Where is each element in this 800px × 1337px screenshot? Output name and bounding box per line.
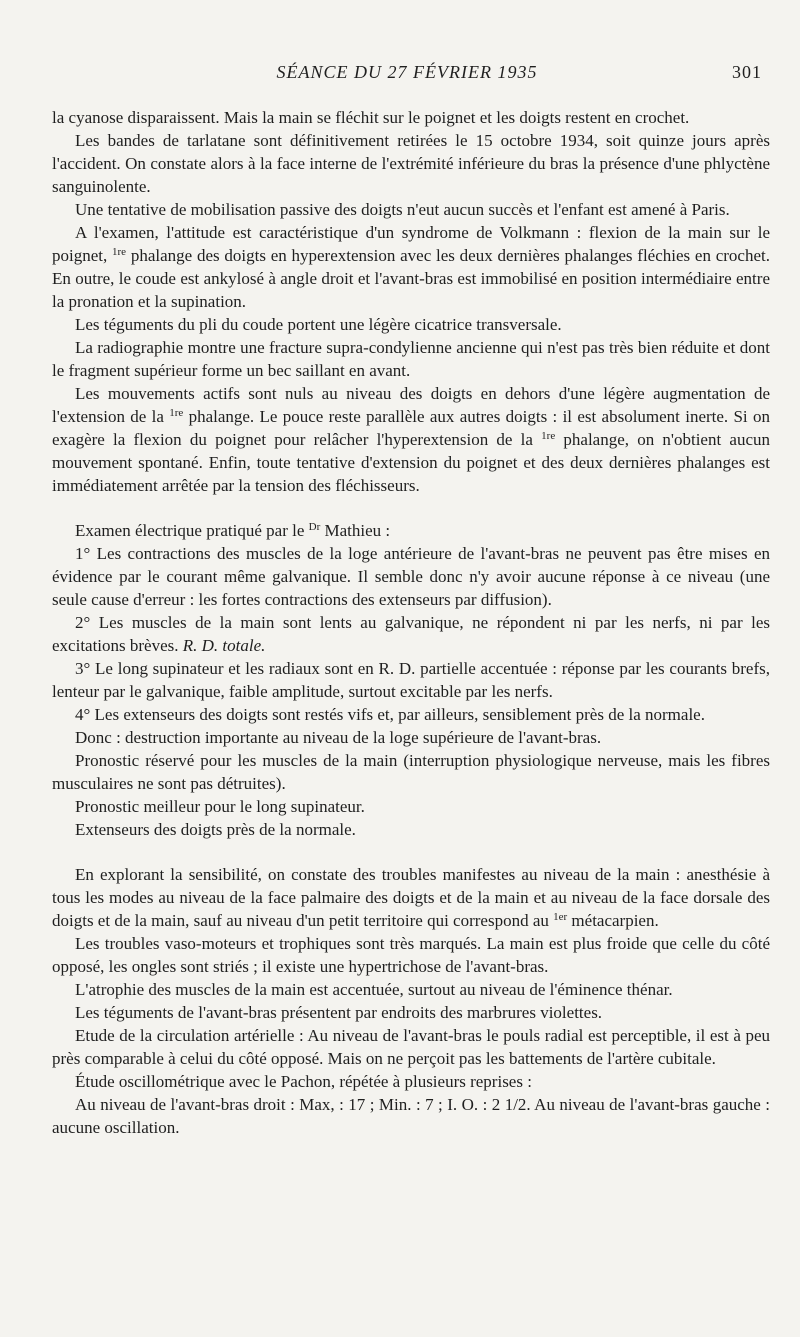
body-text — [52, 106, 770, 1139]
paragraph: 2° Les muscles de la main sont lents au galvanique, ne répondent ni par les nerfs, ni par les excitations brèves. R. D. totale. — [52, 613, 770, 655]
page-number: 301 — [732, 62, 762, 82]
paragraph: 3° Le long supinateur et les radiaux sont en R. D. partielle accentuée : réponse par les courants brefs, lenteur par le galvanique, faible amplitude, surtout excitable par les nerfs. — [52, 659, 770, 701]
paragraph: L'atrophie des muscles de la main est accentuée, surtout au niveau de l'éminence thénar. — [75, 980, 673, 999]
paragraph: Extenseurs des doigts près de la normale. — [75, 820, 356, 839]
paragraph: La radiographie montre une fracture supra-condylienne ancienne qui n'est pas très bien réduite et dont le fragment supérieur forme un bec saillant en avant. — [52, 338, 770, 380]
paragraph: En explorant la sensibilité, on constate des troubles manifestes au niveau de la main : anesthésie à tous les modes au niveau de la face palmaire des doigts et de la main et au niveau de la face dorsale des doigts et de la main, sauf au niveau d'un petit territoire qui correspond au $^{1er}$ métacarpien. — [52, 865, 770, 930]
paragraph: Les téguments de l'avant-bras présentent par endroits des marbrures violettes. — [75, 1003, 603, 1022]
paragraph: Les troubles vaso-moteurs et trophiques sont très marqués. La main est plus froide que celle du côté opposé, les ongles sont striés ; il existe une hypertrichose de l'avant-bras. — [52, 934, 770, 976]
paragraph: Etude de la circulation artérielle : Au niveau de l'avant-bras le pouls radial est perceptible, il est à peu près comparable à celui du côté opposé. Mais on ne perçoit pas les battements de l'artère cubitale. — [52, 1026, 770, 1068]
paragraph: la cyanose disparaissent. Mais la main se fléchit sur le poignet et les doigts restent en crochet. — [52, 108, 690, 127]
paragraph: Pronostic réservé pour les muscles de la main (interruption physiologique nerveuse, mais les fibres musculaires ne sont pas détruites). — [52, 751, 770, 793]
paragraph: Une tentative de mobilisation passive des doigts n'eut aucun succès et l'enfant est amené à Paris. — [75, 200, 730, 219]
running-header — [52, 62, 762, 92]
running-title: SÉANCE DU 27 FÉVRIER 1935 — [276, 62, 538, 82]
paragraph: Pronostic meilleur pour le long supinateur. — [75, 797, 365, 816]
paragraph: Les bandes de tarlatane sont définitivement retirées le 15 octobre 1934, soit quinze jours après l'accident. On constate alors à la face interne de l'extrémité inférieure du bras la présence d'une phlyctène sanguinolente. — [52, 131, 770, 196]
paragraph: Au niveau de l'avant-bras droit : Max, : 17 ; Min. : 7 ; I. O. : 2 1/2. Au niveau de l'avant-bras gauche : aucune oscillation. — [52, 1095, 770, 1137]
paragraph: Étude oscillométrique avec le Pachon, répétée à plusieurs reprises : — [75, 1072, 532, 1091]
paragraph: Les téguments du pli du coude portent une légère cicatrice transversale. — [75, 315, 562, 334]
paragraph: 4° Les extenseurs des doigts sont restés vifs et, par ailleurs, sensiblement près de la normale. — [75, 705, 705, 724]
paragraph: Examen électrique pratiqué par le $^{Dr}$ Mathieu : — [75, 521, 391, 540]
paragraph: Donc : destruction importante au niveau de la loge supérieure de l'avant-bras. — [75, 728, 602, 747]
paragraph: A l'examen, l'attitude est caractéristique d'un syndrome de Volkmann : flexion de la main sur le poignet, $^{1re}$ phalange des doigts en hyperextension avec les deux dernières phalanges fléchies en crochet. En outre, le coude est ankylosé à angle droit et l'avant-bras est immobilisé en position intermédiaire entre la pronation et la supination. — [52, 223, 770, 311]
paragraph: 1° Les contractions des muscles de la loge antérieure de l'avant-bras ne peuvent pas être mises en évidence par le courant même galvanique. Il semble donc n'y avoir aucune réponse à ce niveau (une seule cause d'erreur : les fortes contractions des extenseurs par diffusion). — [52, 544, 770, 609]
paragraph: Les mouvements actifs sont nuls au niveau des doigts en dehors d'une légère augmentation de l'extension de la $^{1re}$ phalange. Le pouce reste parallèle aux autres doigts : il est absolument inerte. Si on exagère la flexion du poignet pour relâcher l'hyperextension de la $^{1re}$ phalange, on n'obtient aucun mouvement spontané. Enfin, toute tentative d'extension du poignet et des deux dernières phalanges est immédiatement arrêtée par la tension des fléchisseurs. — [52, 384, 770, 495]
